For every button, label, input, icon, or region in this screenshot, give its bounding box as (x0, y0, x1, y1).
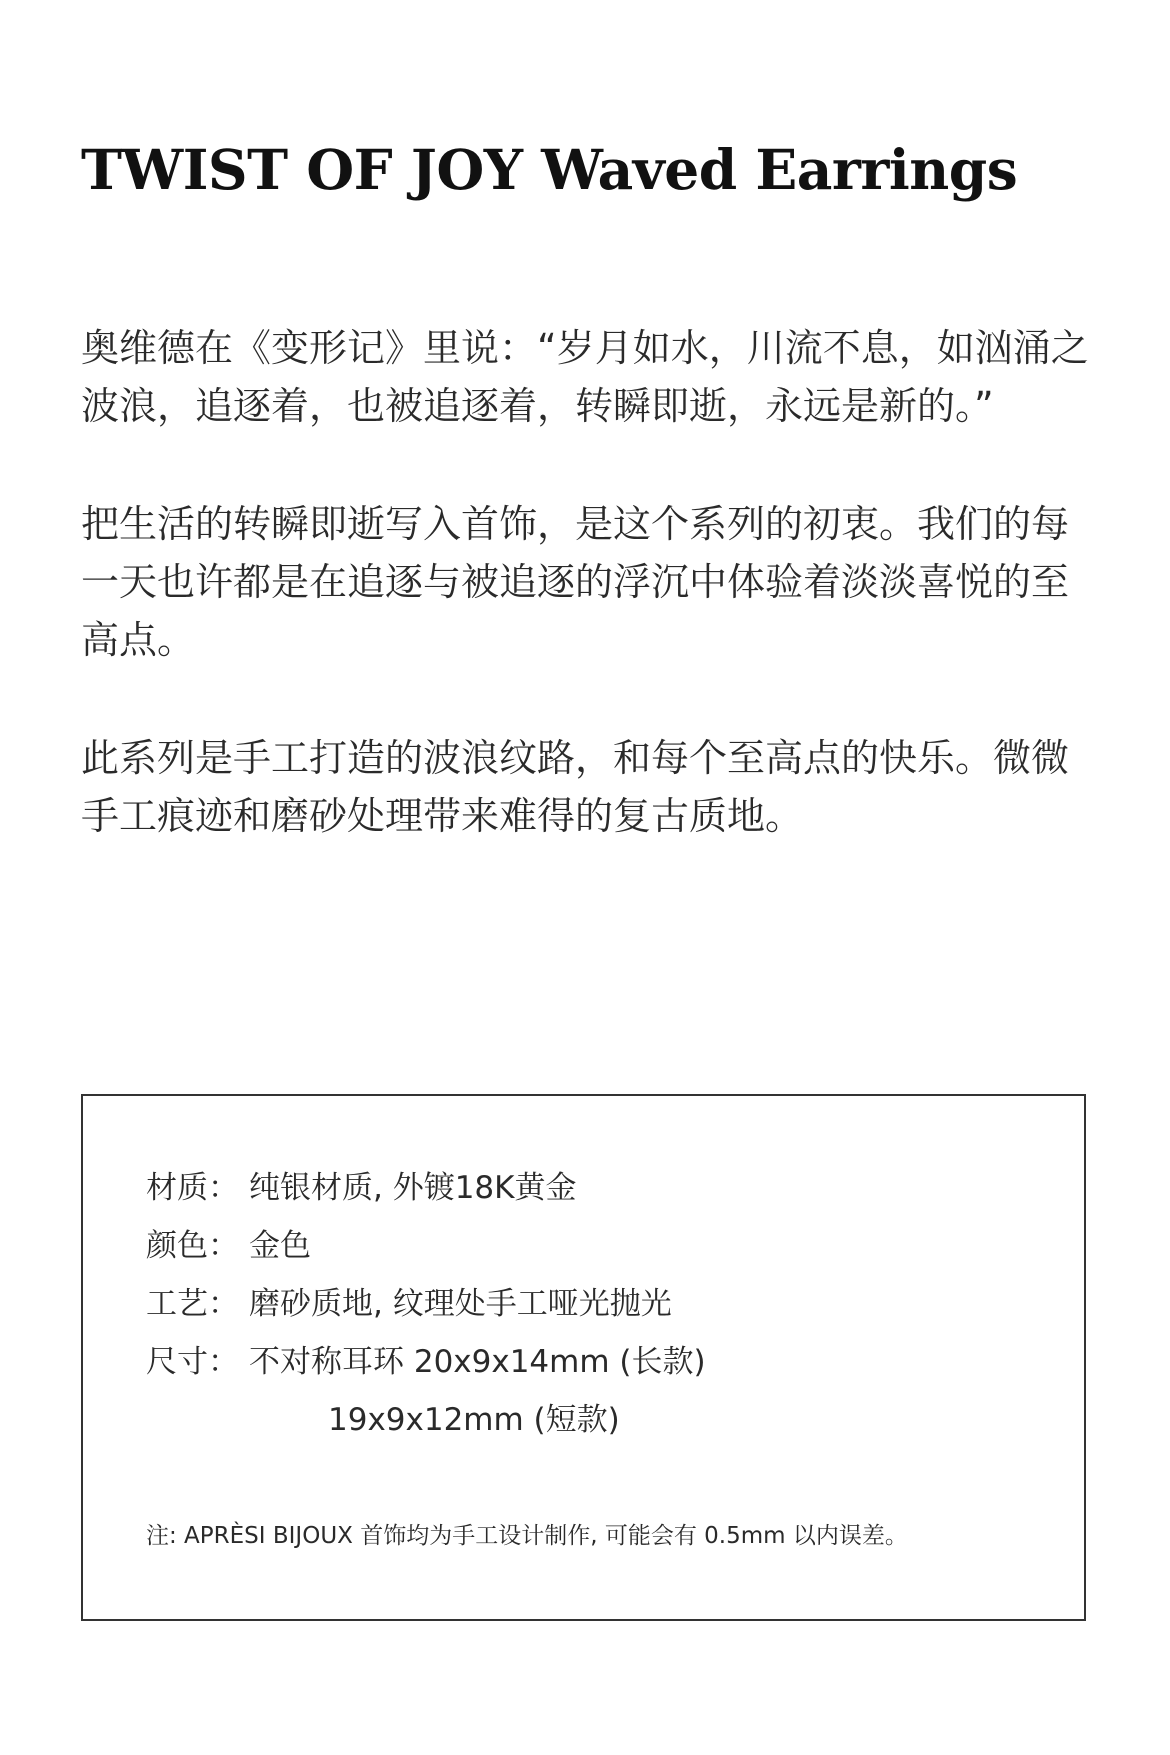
disclaimer-note: 注: APRÈSI BIJOUX 首饰均为手工设计制作, 可能会有 0.5mm 以内误差。 (146, 1523, 908, 1549)
spec-value: 磨砂质地, 纹理处手工哑光抛光 (249, 1286, 672, 1322)
spec-value: 不对称耳环 20x9x14mm (长款) (249, 1344, 706, 1380)
spec-value: 金色 (249, 1228, 311, 1264)
spec-label: 材质： (146, 1170, 239, 1206)
product-title: TWIST OF JOY Waved Earrings (81, 137, 1018, 202)
spec-box (81, 1094, 1086, 1621)
spec-label: 尺寸： (146, 1344, 239, 1380)
spec-row-material (146, 1166, 576, 1210)
description-paragraph-quote: 奥维德在《变形记》里说：“岁月如水，川流不息，如汹涌之波浪，追逐着，也被追逐着，转瞬即逝，永远是新的。” (81, 326, 1089, 428)
spec-label: 颜色： (146, 1228, 239, 1264)
description-paragraph-intent: 把生活的转瞬即逝写入首饰，是这个系列的初衷。我们的每一天也许都是在追逐与被追逐的浮沉中体验着淡淡喜悦的至高点。 (81, 502, 1070, 662)
spec-value: 19x9x12mm (短款) (328, 1402, 620, 1438)
spec-row-color (146, 1224, 311, 1268)
spec-row-size (146, 1340, 706, 1384)
description-paragraph-craft: 此系列是手工打造的波浪纹路，和每个至高点的快乐。微微手工痕迹和磨砂处理带来难得的复古质地。 (81, 736, 1070, 838)
spec-label: 工艺： (146, 1286, 239, 1322)
spec-row-craft (146, 1282, 672, 1326)
spec-value: 纯银材质, 外镀18K黄金 (249, 1170, 577, 1206)
spec-row-size-short (328, 1398, 620, 1442)
